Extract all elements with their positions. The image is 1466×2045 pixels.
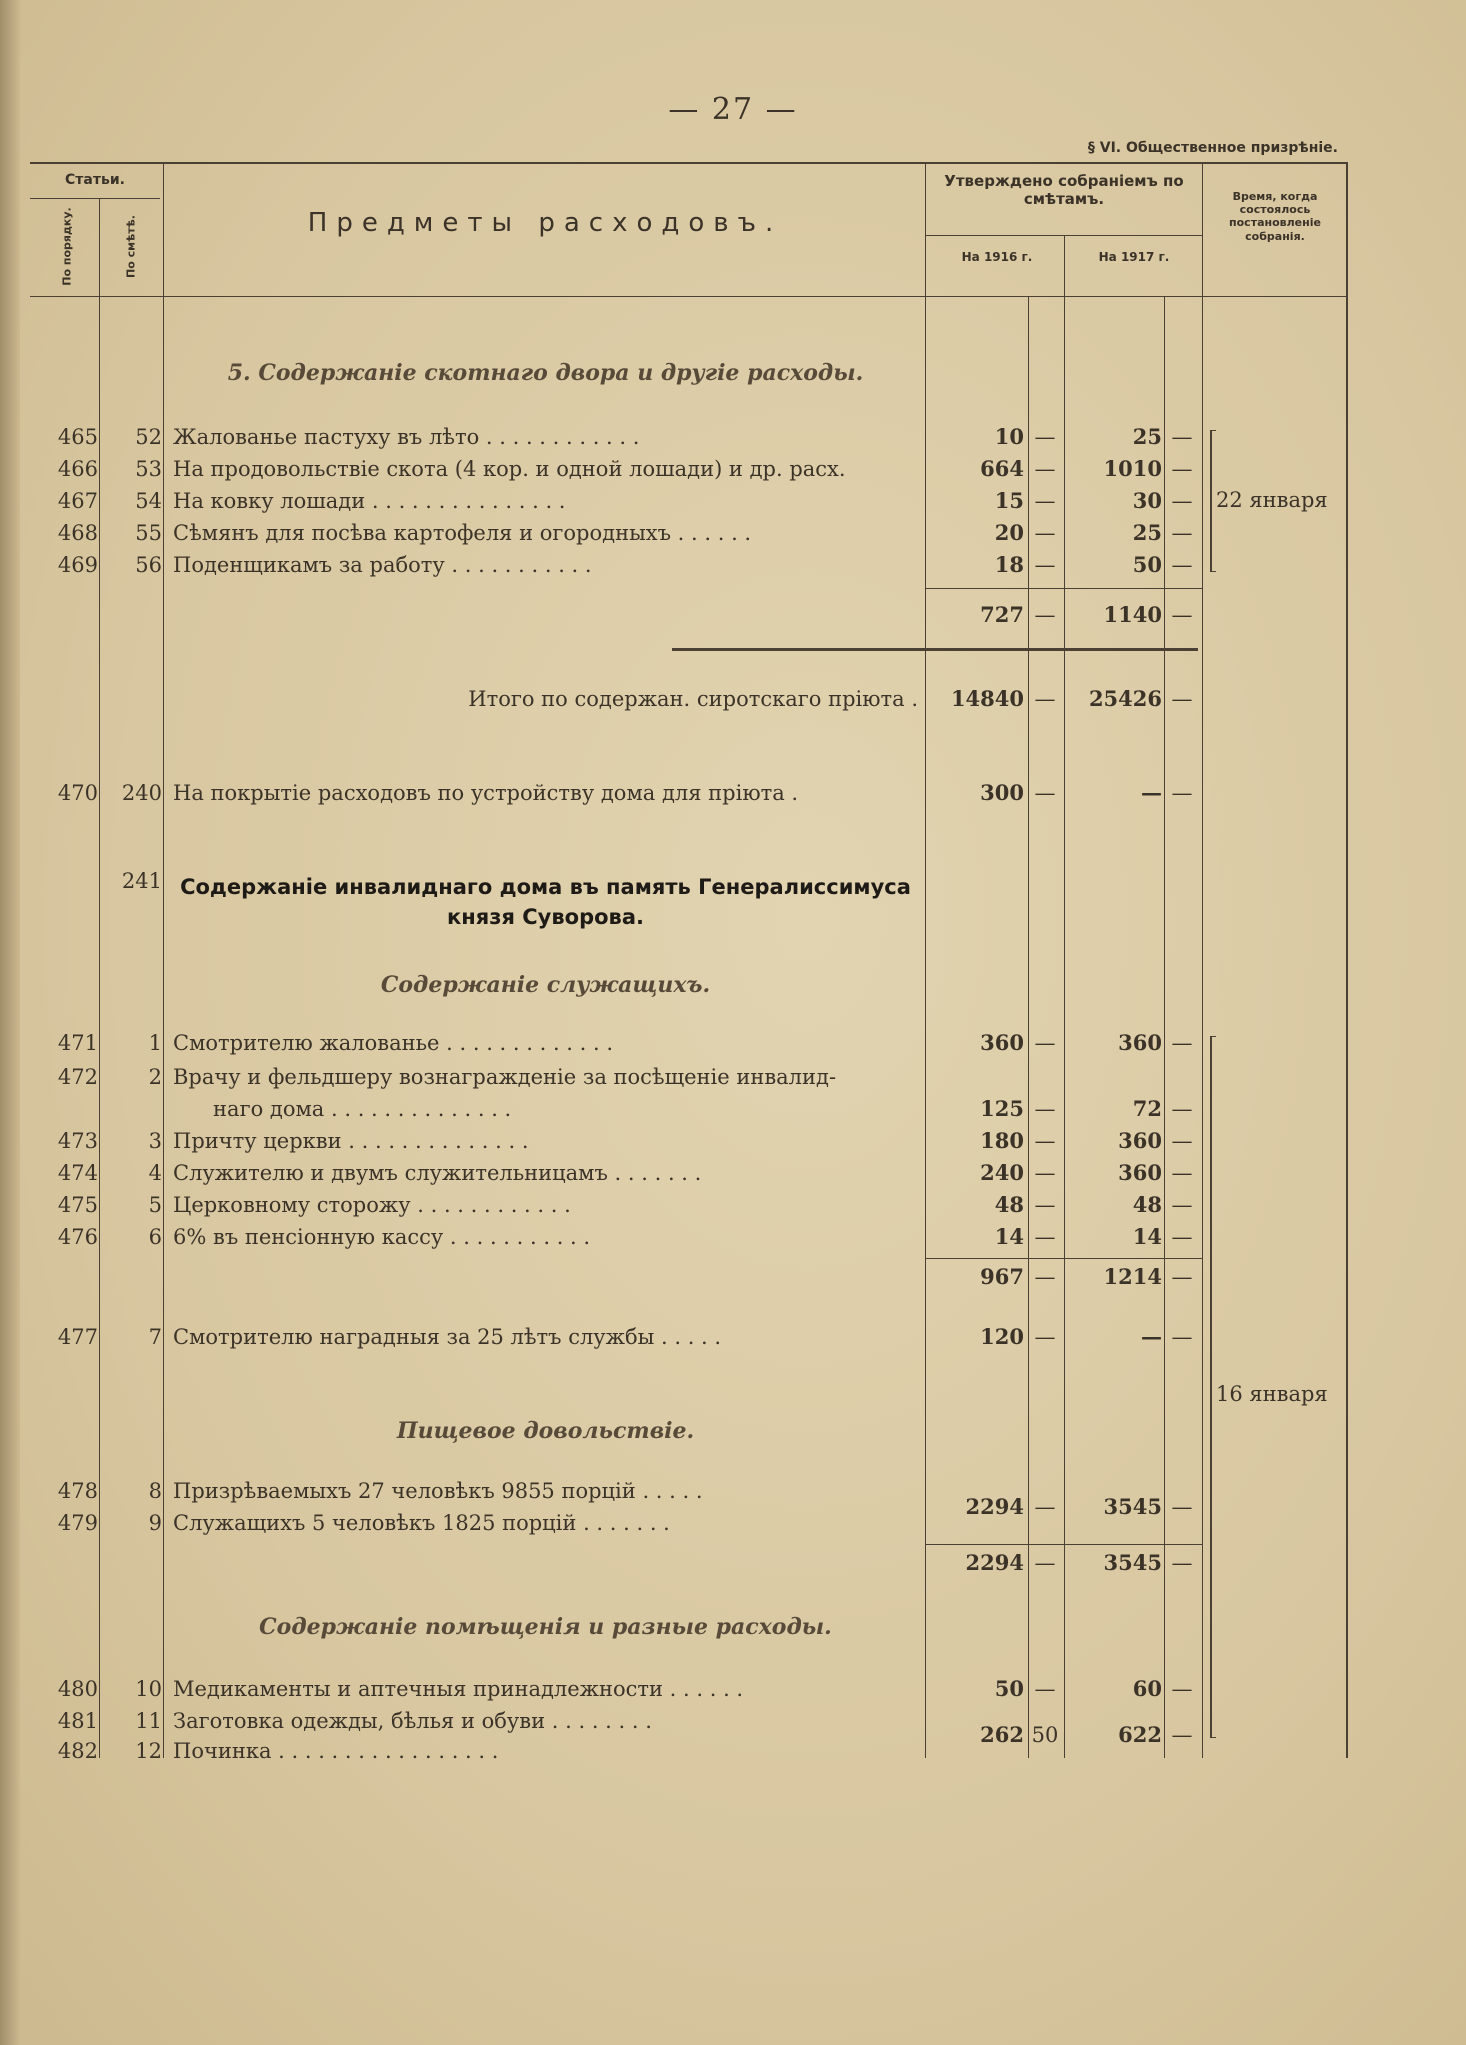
decision-date: 22 января <box>1216 488 1328 512</box>
header-po-smete: По смѣтѣ. <box>124 215 138 278</box>
section-heading-5: 5. Содержаніе скотнаго двора и другіе расходы. <box>227 360 864 386</box>
col-rule-3 <box>925 162 926 1758</box>
header-stati: Статьи. <box>65 172 125 188</box>
col-rule-2 <box>163 162 164 1758</box>
document-page: — 27 — § VI. Общественное призрѣніе. Статьи. По порядку. По смѣтѣ. Предметы расходовъ. Утверждено собраніемъ по смѣтамъ. На 1916 г. На 1917 г. Время, когда состоялось постановленіе собранія. 5. Содержаніе скотнаго двора и другіе расходы. 465 52 Жалованье пастуху въ лѣто . . . . . . . . . . . . 10 — 25 — 466 53 На продовольствіе скота (4 кор. и одной лошади) и др. расх. 664 — 1010 — 467 54 На ковку лошади . . . . . . . . . . . . . . . 15 — 30 — 468 55 Сѣмянъ для посѣва картофеля и огородныхъ . . . . . . 20 — 25 — 469 56 Поденщикамъ за работу . . . . . . . . . . . 18 — 50 — 22 января 727 — 1140 — Итого по содержан. сиротскаго пріюта . 14840 — 25426 — 470 240 На покрытіе расходовъ по устройству дома для пріюта . 300 — — — 241 Содержаніе инвалиднаго дома въ память Генералиссимуса князя Суворова. Содержаніе служащихъ. 471 1 Смотрителю жалованье . . . . . . . . . . . . . 360 — 360 — 472 2 Врачу и фельдшеру вознагражденіе за посѣщеніе инвалид- наго дома . . . . . . . . . . . . . . 125 — 72 — 473 3 Причту церкви . . . . . . . . . . . . . . 180 — 360 — 474 4 Служителю и двумъ служительницамъ . . . . . . . 240 — 360 — 475 5 Церковному сторожу . . . . . . . . . . . . 48 — 48 — 476 6 6% въ пенсіонную кассу . . . . . . . . . . . 14 — 14 — 967 — 1214 — 477 7 Смотрителю наградныя за 25 лѣтъ службы . . . . . 120 — — — 16 января Пищевое довольствіе. 478 8 Призрѣваемыхъ 27 человѣкъ 9855 порцій . . . . . 479 9 Служащихъ 5 человѣкъ 1825 порцій . . . . . . . 2294 — 3545 — 2294 — 3545 — Содержаніе помѣщенія и разные расходы. 480 10 Медикаменты и аптечныя принадлежности . . . . . . 50 — 60 — 481 11 Заготовка одежды, бѣлья и обуви . . . . . . . . 482 12 Починка . . . . . . . . . . . . . . . . . 262 50 622 — <box>0 0 1466 2045</box>
total-rule <box>672 648 1198 651</box>
col-rule-7 <box>1202 162 1203 1758</box>
section-heading-premises: Содержаніе помѣщенія и разные расходы. <box>259 1614 832 1640</box>
header-po-poryadku: По порядку. <box>60 207 74 286</box>
header-vremya: Время, когда состоялось постановленіе собранія. <box>1229 190 1321 243</box>
section-heading-food: Пищевое довольствіе. <box>396 1418 695 1444</box>
table-top-rule <box>30 162 1348 164</box>
section-title: § VI. Общественное призрѣніе. <box>1087 140 1338 156</box>
subtotal-rule <box>925 588 1202 589</box>
header-predmety: Предметы расходовъ. <box>307 208 783 238</box>
col-rule-8 <box>1346 162 1348 1758</box>
col-rule-4 <box>1028 296 1029 1758</box>
page-binding-edge <box>0 0 20 2045</box>
subtotal-rule <box>925 1544 1202 1545</box>
header-na-1917: На 1917 г. <box>1098 250 1170 264</box>
col-rule-1 <box>99 198 100 1758</box>
decision-date: 16 января <box>1216 1382 1328 1406</box>
section-heading-invalid-house: Содержаніе инвалиднаго дома въ память Генералиссимуса князя Суворова. <box>180 875 911 929</box>
page-number: — 27 — <box>668 92 798 127</box>
col-rule-5 <box>1064 235 1065 1758</box>
header-bottom-rule <box>30 296 1348 297</box>
stati-header-rule <box>30 198 160 199</box>
section-heading-staff: Содержаніе служащихъ. <box>380 972 711 998</box>
col-rule-6 <box>1164 296 1165 1758</box>
header-na-1916: На 1916 г. <box>961 250 1033 264</box>
subtotal-rule <box>925 1258 1202 1259</box>
header-utverzhdeno: Утверждено собраніемъ по смѣтамъ. <box>944 172 1184 208</box>
